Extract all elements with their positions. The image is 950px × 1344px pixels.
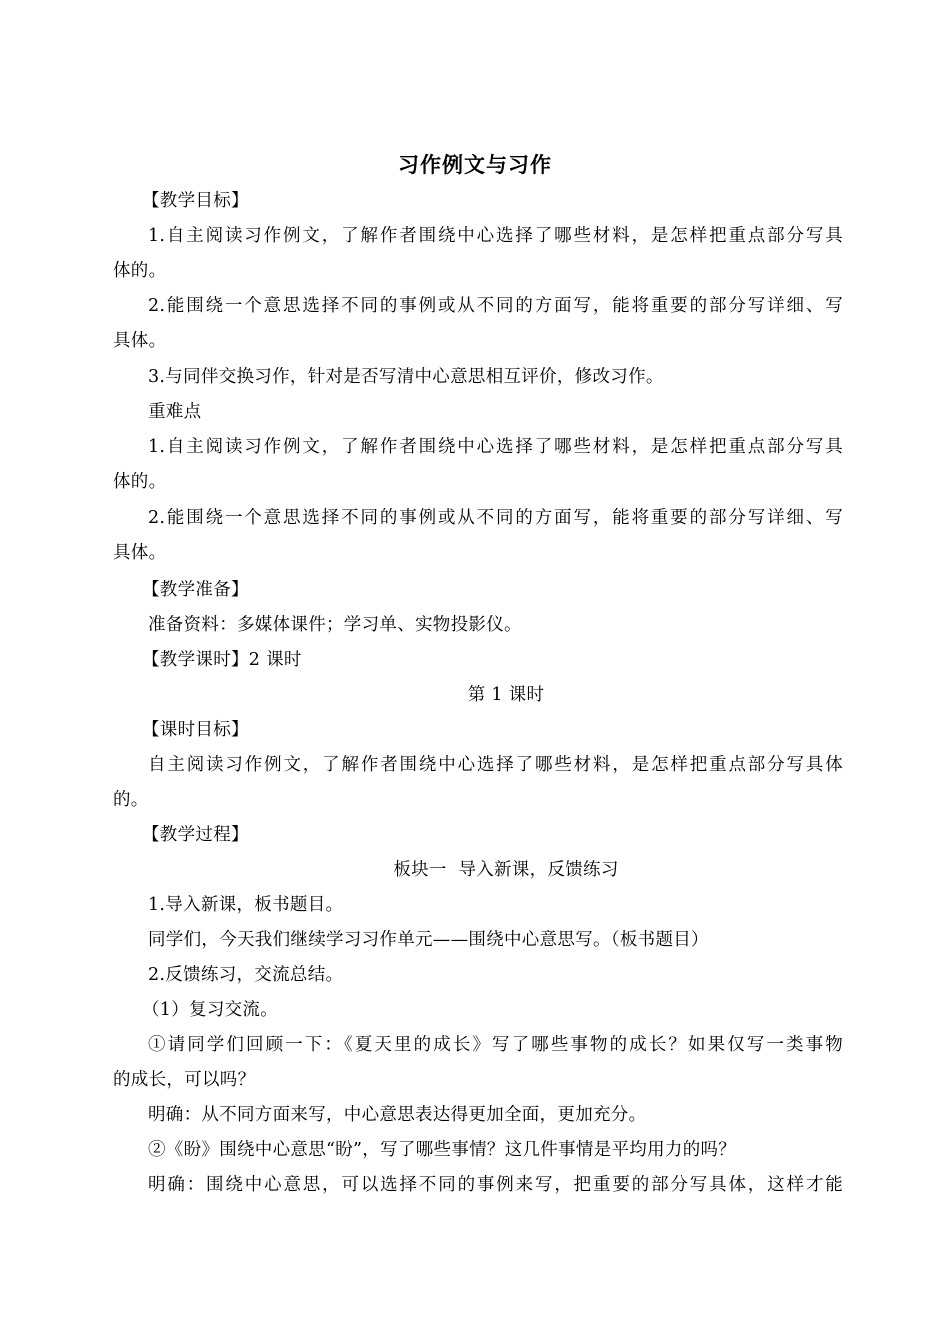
goal-2-line-2: 具体。 [113,331,167,351]
answer-2-line-1: 明确：围绕中心意思，可以选择不同的事例来写，把重要的部分写具体，这样才能 [148,1175,843,1195]
key-point-1-line-2: 体的。 [113,472,167,492]
section-heading-lesson-goals: 【课时目标】 [142,720,249,740]
question-1-line-1: ①请同学们回顾一下：《夏天里的成长》写了哪些事物的成长？如果仅写一类事物 [148,1035,843,1055]
block-1-heading: 板块一 导入新课，反馈练习 [393,860,619,880]
section-heading-class-hours: 【教学课时】2 课时 [142,650,302,670]
document-title: 习作例文与习作 [398,152,552,177]
key-point-1-line-1: 1.自主阅读习作例文，了解作者围绕中心选择了哪些材料，是怎样把重点部分写具 [148,437,843,457]
step-1: 1.导入新课，板书题目。 [148,895,344,915]
lesson-goal-line-2: 的。 [113,790,149,810]
question-1-line-2: 的成长，可以吗？ [113,1070,256,1090]
section-heading-teaching-goals: 【教学目标】 [142,191,249,211]
question-2: ②《盼》围绕中心意思“盼”，写了哪些事情？这几件事情是平均用力的吗？ [148,1140,737,1160]
section-heading-teaching-process: 【教学过程】 [142,825,249,845]
section-heading-preparation: 【教学准备】 [142,580,249,600]
lesson-1-heading: 第 1 课时 [467,685,545,705]
answer-1: 明确：从不同方面来写，中心意思表达得更加全面，更加充分。 [148,1105,647,1125]
step-2: 2.反馈练习，交流总结。 [148,965,344,985]
step-1-content: 同学们，今天我们继续学习习作单元——围绕中心意思写。（板书题目） [148,930,709,950]
lesson-goal-line-1: 自主阅读习作例文，了解作者围绕中心选择了哪些材料，是怎样把重点部分写具体 [148,755,843,775]
section-heading-key-points: 重难点 [148,402,202,422]
preparation-materials: 准备资料：多媒体课件；学习单、实物投影仪。 [148,615,522,635]
key-point-2-line-1: 2.能围绕一个意思选择不同的事例或从不同的方面写，能将重要的部分写详细、写 [148,508,843,528]
step-2-sub-1: （1）复习交流。 [142,1000,279,1020]
goal-2-line-1: 2.能围绕一个意思选择不同的事例或从不同的方面写，能将重要的部分写详细、写 [148,296,843,316]
key-point-2-line-2: 具体。 [113,543,167,563]
goal-1-line-1: 1.自主阅读习作例文，了解作者围绕中心选择了哪些材料，是怎样把重点部分写具 [148,226,843,246]
goal-1-line-2: 体的。 [113,261,167,281]
goal-3: 3.与同伴交换习作，针对是否写清中心意思相互评价，修改习作。 [148,367,664,387]
